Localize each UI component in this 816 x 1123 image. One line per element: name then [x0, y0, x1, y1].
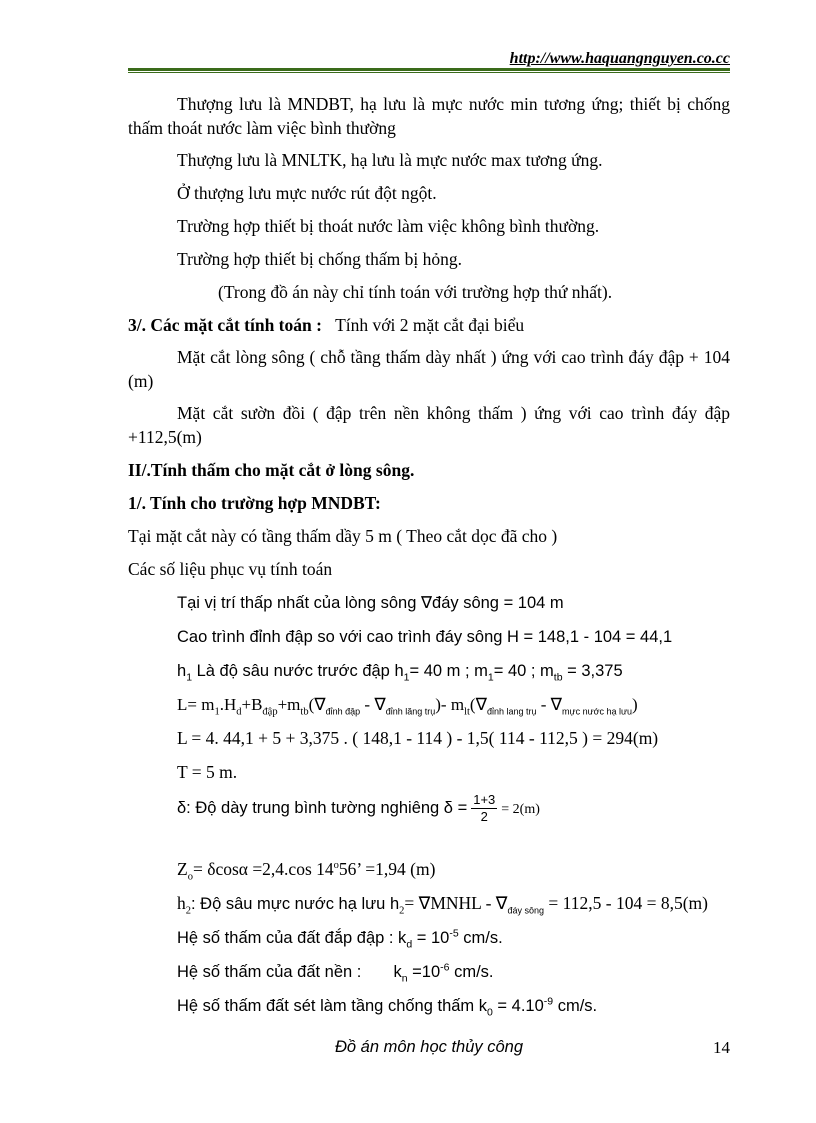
para-h1: $h_1$ Là độ sâu nước trước đập $h_1= 40$ m ; $m_1= 40$ ; $m_{tb} = 3,375$: [177, 662, 623, 684]
section-3-title: 3/. Các mặt cắt tính toán :: [128, 315, 322, 335]
para-section-riverbed: Mặt cắt lòng sông ( chỗ tầng thấm dày nhất ) ứng với cao trình đáy đập + 104 (m): [128, 347, 730, 391]
para-data-title: Các số liệu phục vụ tính toán: [128, 559, 333, 579]
para-note: (Trong đồ án này chỉ tính toán với trường hợp thứ nhất).: [218, 282, 613, 302]
page-body: [128, 92, 730, 1018]
formula-L-value: L = 4. 44,1 + 5 + 3,375 . ( 148,1 - 114 ) - 1,5( 114 - 112,5 ) = 294(m): [177, 728, 659, 748]
para-delta: δ: Độ dày trung bình tường nghiêng δ = $\frac{1+3}{2}$ = 2(m): [177, 792, 540, 824]
para-case-3: Ở thượng lưu mực nước rút đột ngột.: [177, 183, 437, 203]
para-section-hillside: Mặt cắt sườn đồi ( đập trên nền không thấm ) ứng với cao trình đáy đập +112,5(m): [128, 403, 730, 447]
para-h2: $h_2$: Độ sâu mực nước hạ lưu $h_2=$ ∇MNHL - $\nabla_{đáy sông} = 112,5 - 104 = 8,5(m)$: [177, 893, 708, 917]
para-layer: Tại mặt cắt này có tầng thấm dầy 5 m ( Theo cắt dọc đã cho ): [128, 526, 558, 546]
footer-title: Đồ án môn học thủy công: [334, 1038, 524, 1056]
header-rule-thin: [128, 72, 730, 73]
para-case-1: Thượng lưu là MNDBT, hạ lưu là mực nước min tương ứng; thiết bị chống thấm thoát nước làm việc bình thường: [128, 94, 730, 138]
para-kn: Hệ số thấm của đất nền : $k_n =10^{-6}$ cm/s.: [177, 961, 494, 985]
para-kd: Hệ số thấm của đất đắp đập : $k_d = 10^{-5}$ cm/s.: [177, 927, 503, 951]
fraction: $\frac{1+3}{2}$: [473, 792, 496, 824]
para-k0: Hệ số thấm đất sét làm tầng chống thấm $k_0 = 4.10^{-9}$ cm/s.: [177, 995, 598, 1019]
section-3-text: Tính với 2 mặt cắt đại biểu: [335, 315, 525, 335]
para-river-bottom: Tại vị trí thấp nhất của lòng sông ∇đáy sông = 104 m: [177, 594, 564, 612]
formula-L: $L= m_1.H_d+B_{đập}+m_{tb}(\nabla_{đỉnh đập} - \nabla_{đỉnh lăng trụ})-$ $m_{lt}(\nabla_{đỉnh lang trụ} - \nabla_{mực nước hạ lưu})$: [177, 695, 638, 718]
header-url[interactable]: http://www.haquangnguyen.co.cc: [509, 50, 730, 67]
heading-II: II/.Tính thấm cho mặt cắt ở lòng sông.: [128, 460, 415, 480]
heading-1-mndbt: 1/. Tính cho trường hợp MNDBT:: [128, 493, 381, 513]
para-Zo: $Z_o= \delta\cos\alpha =2,4.\cos$ $14^o56$’ =1,94 (m): [177, 859, 436, 883]
para-T: T = 5 m.: [177, 762, 238, 782]
para-dam-height: Cao trình đỉnh đập so với cao trình đáy sông H = 148,1 - 104 = 44,1: [177, 628, 673, 646]
para-case-5: Trường hợp thiết bị chống thấm bị hỏng.: [177, 249, 462, 269]
para-case-4: Trường hợp thiết bị thoát nước làm việc không bình thường.: [177, 216, 600, 236]
section-3-heading: [128, 313, 730, 337]
page-number: 14: [713, 1038, 730, 1057]
header-rule: [128, 68, 730, 71]
para-case-2: Thượng lưu là MNLTK, hạ lưu là mực nước max tương ứng.: [177, 150, 603, 170]
